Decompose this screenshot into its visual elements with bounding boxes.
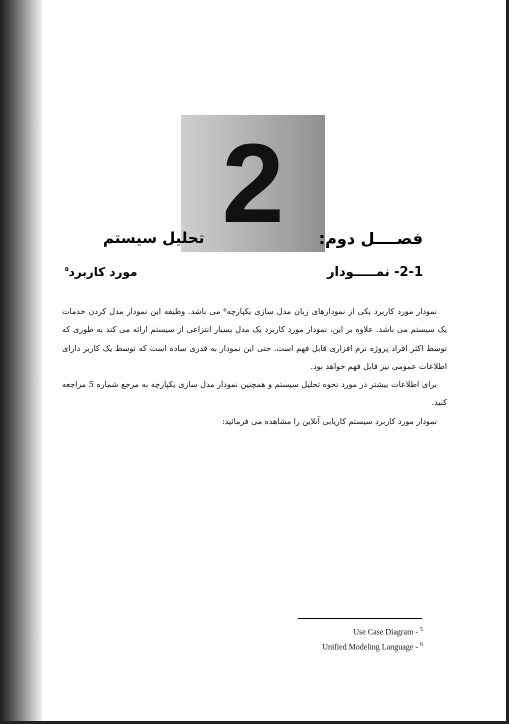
footnote-text: Use Case Diagram -: [353, 627, 418, 637]
page-left-shadow: [0, 0, 42, 724]
footnote-rule: [298, 618, 422, 619]
section-title-text: مورد کاربرد: [68, 265, 138, 279]
footnote-mark: 6: [420, 642, 423, 648]
paragraph-diagram-intro: نمودار مورد کاربرد سیستم کاریابی آنلاین را مشاهده می فرمائید:: [222, 416, 437, 426]
section-number: 2-1- نمـــــودار: [327, 265, 423, 280]
footnote-mark: 5: [420, 627, 423, 633]
paragraph-intro: نمودار مورد کاربرد یکی از نمودارهای زبان مدل سازی یکپارچه⁶ می باشد. وظیفه این نمودار مدل کردن خدمات یک سیستم می باشد. علاوه بر این، نمودار مورد کاربرد یک مدل بسیار انتزاعی از سیستم ارائه می کند به طوری که توسط اکثر افراد پروژه نرم افزاری قابل فهم است. حتی این نمودار به قدری ساده است که توسط یک کاربر دارای اطلاعات عمومی نیز قابل فهم خواهد بود.: [62, 307, 447, 371]
chapter-number: 2: [221, 120, 285, 246]
footnote-item: [322, 623, 423, 638]
body-text: [62, 303, 447, 431]
paragraph-reference: برای اطلاعات بیشتر در مورد نحوه تحلیل سیستم و همچنین نمودار مدل سازی یکپارچه به مرجع شماره 5 مراجعه کنید.: [62, 380, 447, 408]
section-title: [65, 265, 137, 279]
chapter-title: تحلیل سیستم: [103, 229, 205, 247]
chapter-label: فصــــل دوم:: [318, 229, 423, 248]
section-title-footnote-mark: ۵: [65, 266, 69, 273]
footnotes: [322, 623, 423, 653]
footnote-text: Unified Modeling Language -: [322, 642, 418, 652]
footnote-item: [322, 638, 423, 653]
